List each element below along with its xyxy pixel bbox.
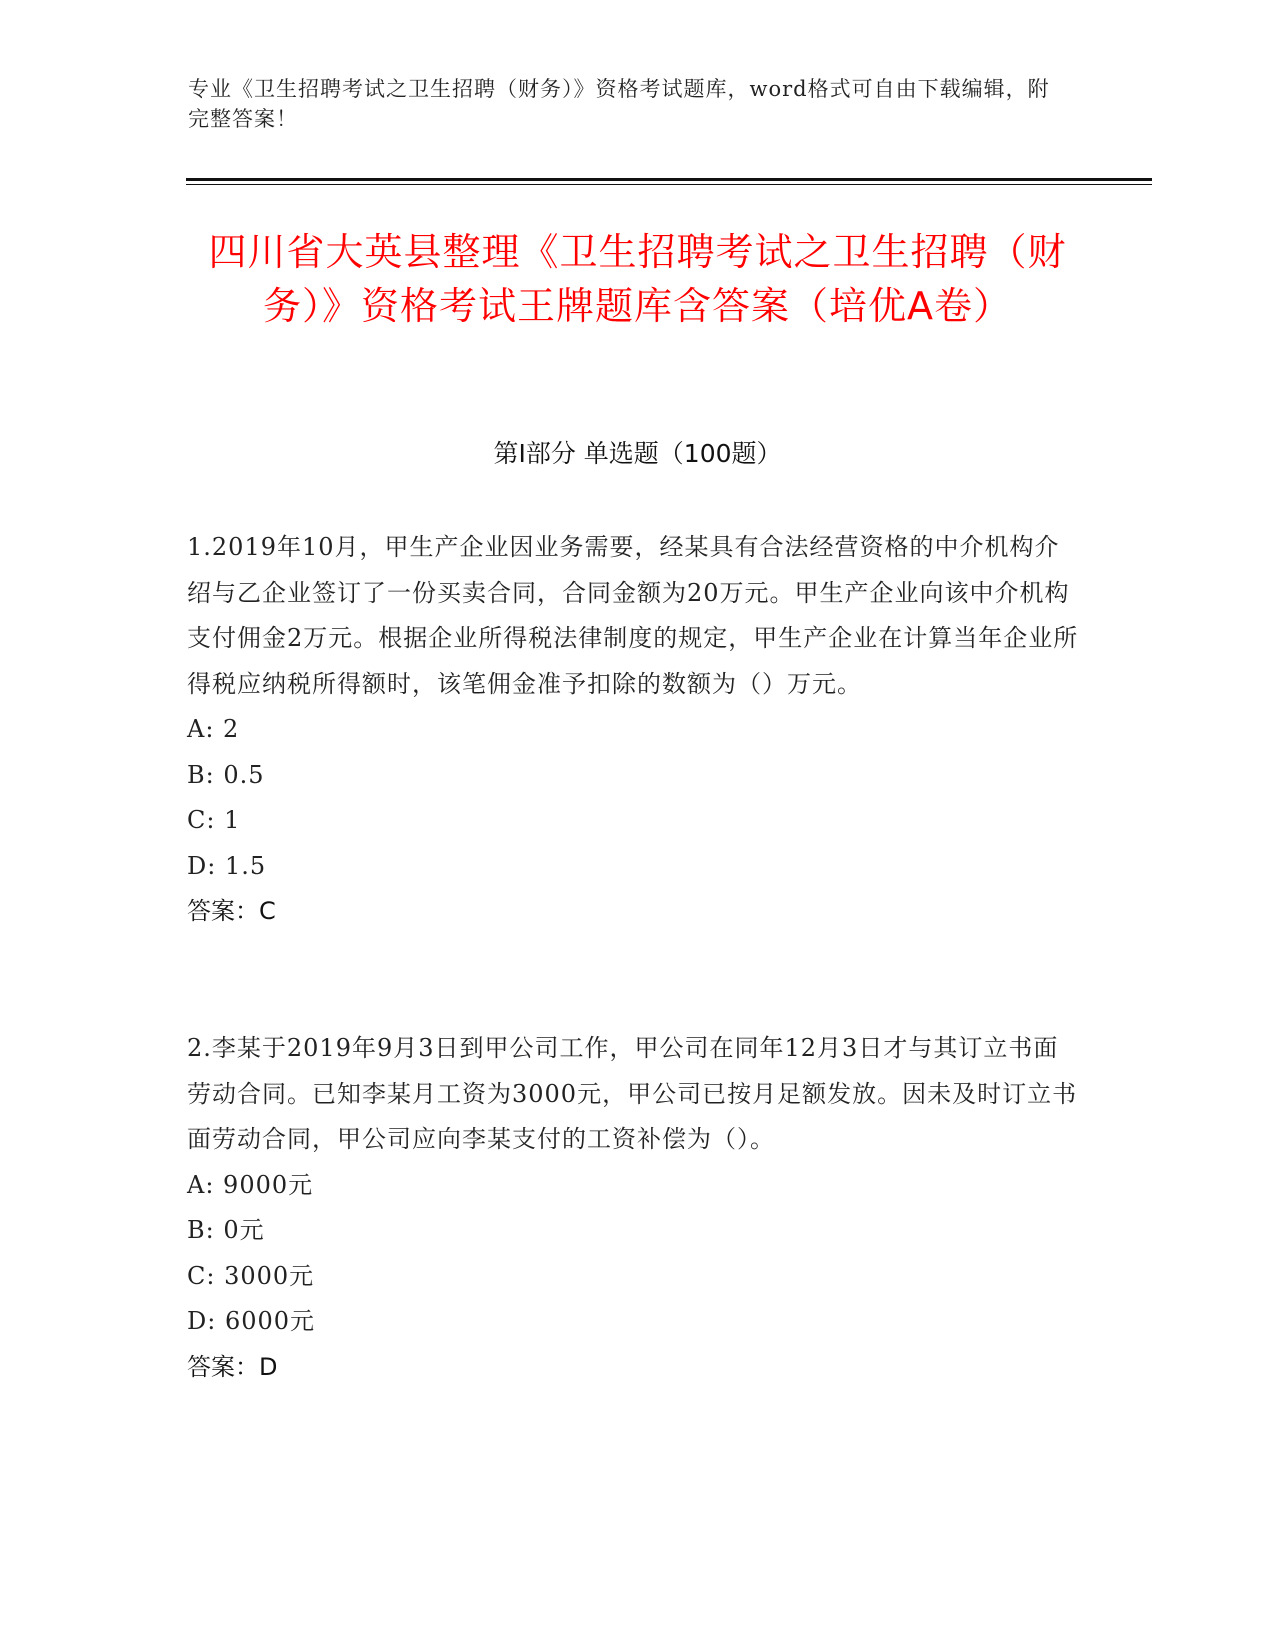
option-b: B: 0.5 xyxy=(187,760,265,789)
question-1 xyxy=(187,525,1082,935)
option-c: C: 3000元 xyxy=(187,1261,315,1290)
document-title: 四川省大英县整理《卫生招聘考试之卫生招聘（财务）》资格考试王牌题库含答案（培优A卷） xyxy=(208,230,1067,328)
option-a: A: 2 xyxy=(187,715,240,743)
header-divider xyxy=(186,178,1152,181)
option-c: C: 1 xyxy=(187,806,241,834)
option-d: D: 1.5 xyxy=(187,851,267,880)
header-divider-thin xyxy=(186,184,1152,185)
question-2 xyxy=(187,1026,1082,1390)
header-note: 专业《卫生招聘考试之卫生招聘（财务）》资格考试题库，word格式可自由下载编辑，附完整答案！ xyxy=(188,77,1050,131)
question-stem: 2.李某于2019年9月3日到甲公司工作，甲公司在同年12月3日才与其订立书面劳动合同。已知李某月工资为3000元，甲公司已按月足额发放。因未及时订立书面劳动合同，甲公司应向李某支付的工资补偿为（）。 xyxy=(187,1034,1078,1153)
option-d: D: 6000元 xyxy=(187,1307,316,1335)
answer: 答案：C xyxy=(187,897,276,925)
answer: 答案：D xyxy=(187,1352,278,1381)
option-b: B: 0元 xyxy=(187,1216,265,1244)
section-title: 第I部分 单选题（100题） xyxy=(493,439,782,468)
option-a: A: 9000元 xyxy=(187,1170,314,1199)
question-stem: 1.2019年10月，甲生产企业因业务需要，经某具有合法经营资格的中介机构介绍与乙企业签订了一份买卖合同，合同金额为20万元。甲生产企业向该中介机构支付佣金2万元。根据企业所得税法律制度的规定，甲生产企业在计算当年企业所得税应纳税所得额时，该笔佣金准予扣除的数额为（）万元。 xyxy=(187,533,1079,698)
